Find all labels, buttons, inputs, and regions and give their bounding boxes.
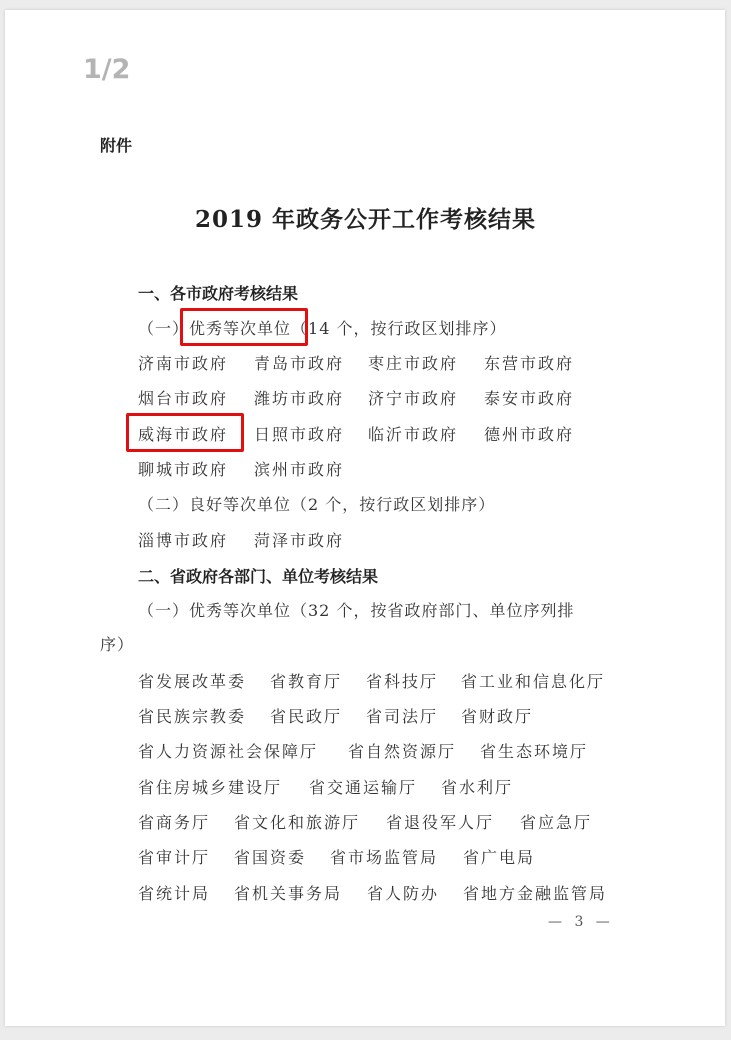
city-row [138,351,574,374]
list-item: 省广电局 [463,848,536,867]
list-item: 省住房城乡建设厅 [138,778,283,797]
highlight-box-weihai [126,413,244,452]
section1-sub1-highlight: 优秀等次单位 [189,319,292,338]
list-item: 省商务厅 [138,813,211,832]
list-item: 省自然资源厅 [348,742,457,761]
list-item: 省文化和旅游厅 [234,813,361,832]
list-item: 省退役军人厅 [386,813,495,832]
city-row [138,457,344,480]
list-item: 威海市政府 [138,425,229,444]
section1-sub1-prefix: （一） [138,319,190,338]
list-item: 青岛市政府 [254,354,345,373]
list-item: 淄博市政府 [138,531,229,550]
list-item: 济南市政府 [138,354,229,373]
list-item: 潍坊市政府 [254,389,345,408]
document-page [5,10,725,1026]
list-item: 泰安市政府 [484,389,575,408]
city-row [138,386,574,409]
section1-sub2: （二）良好等次单位（2 个，按行政区划排序） [138,495,496,514]
dept-row [138,739,588,762]
list-item: 临沂市政府 [368,425,459,444]
list-item: 省市场监管局 [330,848,439,867]
dept-row [138,881,607,904]
list-item: 聊城市政府 [138,460,229,479]
dept-row [138,704,533,727]
list-item: 省人力资源社会保障厅 [138,742,319,761]
list-item: 省司法厅 [366,707,439,726]
list-item: 省应急厅 [520,813,593,832]
list-item: 省民族宗教委 [138,707,247,726]
list-item: 省地方金融监管局 [463,884,608,903]
attachment-label: 附件 [100,136,133,155]
list-item: 省国资委 [234,848,307,867]
list-item: 枣庄市政府 [368,354,459,373]
dept-row [138,845,535,868]
list-item: 省统计局 [138,884,211,903]
list-item: 省交通运输厅 [309,778,418,797]
list-item: 东营市政府 [484,354,575,373]
list-item: 菏泽市政府 [254,531,345,550]
dept-row [138,810,592,833]
page-indicator: 1/2 [83,54,131,85]
dept-row [138,669,605,692]
section2-sub1-line2: 序） [100,635,135,654]
dept-row [138,775,513,798]
list-item: 省教育厅 [270,672,343,691]
list-item: 省科技厅 [366,672,439,691]
section1-sub1-suffix: （14 个，按行政区划排序） [291,319,507,338]
section2-heading: 二、省政府各部门、单位考核结果 [138,567,379,586]
section1-heading: 一、各市政府考核结果 [138,284,299,303]
list-item: 省工业和信息化厅 [461,672,606,691]
list-item: 省财政厅 [461,707,534,726]
highlight-box-excellent [180,308,308,346]
list-item: 省民政厅 [270,707,343,726]
list-item: 德州市政府 [484,425,575,444]
document-title: 2019 年政务公开工作考核结果 [194,206,537,233]
list-item: 日照市政府 [254,425,345,444]
list-item: 滨州市政府 [254,460,345,479]
city-row [138,528,344,551]
page-number: — 3 — [548,914,614,930]
section2-sub1-line1: （一）优秀等次单位（32 个，按省政府部门、单位序列排 [138,601,575,620]
list-item: 济宁市政府 [368,389,459,408]
list-item: 省审计厅 [138,848,211,867]
list-item: 烟台市政府 [138,389,229,408]
list-item: 省机关事务局 [234,884,343,903]
list-item: 省生态环境厅 [480,742,589,761]
list-item: 省人防办 [367,884,440,903]
list-item: 省发展改革委 [138,672,247,691]
list-item: 省水利厅 [441,778,514,797]
